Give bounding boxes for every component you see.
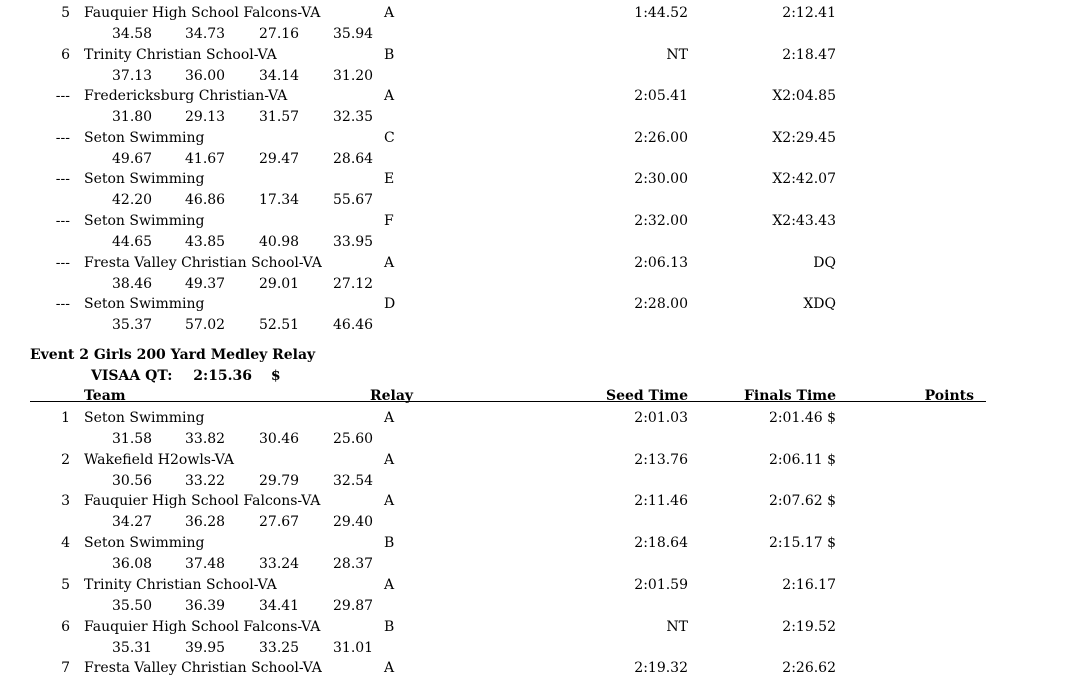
split-time: 17.34 [259,192,300,209]
result-row [0,213,1080,229]
result-row [0,296,1080,312]
split-time: 41.67 [185,150,226,167]
result-row [0,5,1080,21]
row-finals-time: X2:29.45 [772,129,836,146]
row-team: Trinity Christian School-VA [84,576,277,593]
row-seed-time: 2:05.41 [634,88,688,105]
row-team: Fresta Valley Christian School-VA [84,254,322,271]
row-finals-time: 2:18.47 [782,46,836,63]
split-time: 31.20 [333,67,374,84]
qt-label: VISAA QT: [91,368,173,384]
row-relay: A [384,451,395,468]
row-team: Trinity Christian School-VA [84,46,277,63]
split-time: 52.51 [259,317,300,334]
split-time: 34.14 [259,67,300,84]
split-time: 43.85 [185,234,226,250]
row-seed-time: 2:01.03 [634,410,688,426]
split-times [0,514,1080,530]
split-time: 32.35 [333,109,374,126]
row-relay: A [384,576,395,593]
result-row [0,47,1080,63]
row-team: Fresta Valley Christian School-VA [84,660,322,676]
result-row [0,619,1080,635]
row-relay: D [384,296,396,313]
row-seed-time: 2:28.00 [634,296,688,313]
row-finals-time: 2:06.11 $ [768,451,836,468]
row-seed-time: NT [666,46,688,63]
row-finals-time: X2:43.43 [772,213,836,229]
qt-symbol: $ [270,368,281,384]
header-finals-time: Finals Time [743,388,836,404]
event-title: Event 2 Girls 200 Yard Medley Relay [30,347,316,363]
split-time: 29.47 [259,150,300,167]
split-time: 36.39 [185,597,226,614]
split-time: 46.86 [185,192,226,209]
row-relay: A [384,660,395,676]
result-row [0,493,1080,509]
split-time: 29.01 [259,275,300,292]
row-relay: A [384,88,395,105]
row-finals-time: 2:16.17 [782,576,836,593]
row-place: --- [55,254,70,271]
row-relay: B [384,46,395,63]
split-time: 34.41 [259,597,300,614]
split-times [0,276,1080,292]
split-time: 32.54 [333,472,374,489]
row-finals-time: X2:42.07 [772,171,836,188]
row-finals-time: 2:07.62 $ [768,493,836,510]
row-team: Fredericksburg Christian-VA [84,88,288,105]
row-team: Fauquier High School Falcons-VA [84,618,321,635]
row-seed-time: NT [666,618,688,635]
row-finals-time: 2:12.41 [782,5,836,21]
split-time: 42.20 [112,192,153,209]
split-time: 44.65 [112,234,153,250]
row-relay: E [384,171,395,188]
split-time: 29.13 [185,109,226,126]
split-time: 36.00 [185,67,226,84]
split-time: 35.50 [112,597,153,614]
split-times [0,109,1080,125]
split-time: 28.37 [333,556,374,573]
row-relay: F [384,213,394,229]
header-divider [30,401,986,402]
split-time: 33.82 [185,431,226,447]
row-finals-time: 2:26.62 [782,660,836,676]
split-time: 29.87 [333,597,374,614]
row-team: Seton Swimming [84,535,205,552]
row-place: 6 [61,46,70,63]
result-row [0,452,1080,468]
row-place: --- [55,296,70,313]
split-time: 57.02 [185,317,226,334]
row-place: 6 [61,618,70,635]
row-seed-time: 2:26.00 [634,129,688,146]
row-place: 2 [61,451,70,468]
row-finals-time: 2:15.17 $ [768,535,836,552]
row-team: Seton Swimming [84,129,205,146]
split-times [0,317,1080,333]
split-time: 27.67 [259,514,300,531]
row-seed-time: 2:19.32 [634,660,688,676]
row-relay: B [384,535,395,552]
row-team: Seton Swimming [84,296,205,313]
result-row [0,535,1080,551]
split-time: 31.80 [112,109,153,126]
row-team: Seton Swimming [84,171,205,188]
split-time: 35.37 [112,317,153,334]
row-seed-time: 2:11.46 [634,493,688,510]
row-team: Fauquier High School Falcons-VA [84,493,321,510]
row-place: 3 [61,493,70,510]
row-place: --- [55,171,70,188]
split-times [0,640,1080,656]
row-finals-time: 2:01.46 $ [768,410,836,426]
result-row [0,255,1080,271]
row-place: --- [55,88,70,105]
split-times [0,151,1080,167]
header-seed-time: Seed Time [605,388,688,404]
split-time: 33.95 [333,234,374,250]
row-relay: B [384,618,395,635]
row-relay: A [384,493,395,510]
row-place: 5 [61,576,70,593]
row-place: 5 [61,5,70,21]
row-relay: C [384,129,395,146]
result-row [0,660,1080,676]
split-times [0,598,1080,614]
row-finals-time: DQ [813,254,836,271]
row-place: --- [55,213,70,229]
split-times [0,431,1080,447]
row-finals-time: XDQ [803,296,836,313]
row-seed-time: 2:18.64 [634,535,688,552]
split-times [0,556,1080,572]
row-place: 4 [61,535,70,552]
split-time: 28.64 [333,150,374,167]
split-time: 27.16 [259,26,300,42]
row-relay: A [384,410,395,426]
qualifying-time-line [91,368,281,384]
row-seed-time: 2:01.59 [634,576,688,593]
row-seed-time: 2:30.00 [634,171,688,188]
split-time: 30.56 [112,472,153,489]
split-time: 31.01 [333,639,374,656]
row-relay: A [384,254,395,271]
split-time: 49.67 [112,150,153,167]
split-time: 34.27 [112,514,153,531]
result-row [0,577,1080,593]
header-relay: Relay [370,388,414,404]
header-team: Team [84,388,126,404]
split-time: 55.67 [333,192,374,209]
split-time: 29.79 [259,472,300,489]
split-time: 33.24 [259,556,300,573]
result-row [0,171,1080,187]
split-time: 36.08 [112,556,153,573]
result-row [0,88,1080,104]
row-seed-time: 2:32.00 [634,213,688,229]
row-relay: A [384,5,395,21]
split-time: 33.22 [185,472,226,489]
split-time: 38.46 [112,275,153,292]
qt-time: 2:15.36 [193,368,253,384]
split-times [0,192,1080,208]
split-time: 35.31 [112,639,153,656]
row-seed-time: 1:44.52 [634,5,688,21]
split-time: 33.25 [259,639,300,656]
header-points: Points [924,388,974,404]
row-seed-time: 2:13.76 [634,451,688,468]
row-place: --- [55,129,70,146]
split-time: 34.58 [112,26,153,42]
split-times [0,26,1080,42]
split-times [0,68,1080,84]
split-time: 46.46 [333,317,374,334]
split-time: 40.98 [259,234,300,250]
split-time: 37.48 [185,556,226,573]
split-times [0,234,1080,250]
split-time: 35.94 [333,26,374,42]
split-time: 36.28 [185,514,226,531]
row-finals-time: 2:19.52 [782,618,836,635]
split-time: 34.73 [185,26,226,42]
split-time: 39.95 [185,639,226,656]
split-time: 30.46 [259,431,300,447]
row-team: Seton Swimming [84,410,205,426]
result-row [0,410,1080,426]
row-team: Fauquier High School Falcons-VA [84,5,321,21]
row-place: 7 [61,660,70,676]
row-finals-time: X2:04.85 [772,88,836,105]
split-time: 27.12 [333,275,374,292]
row-seed-time: 2:06.13 [634,254,688,271]
row-team: Wakefield H2owls-VA [84,451,234,468]
split-time: 25.60 [333,431,374,447]
split-time: 49.37 [185,275,226,292]
split-time: 31.57 [259,109,300,126]
row-team: Seton Swimming [84,213,205,229]
result-row [0,130,1080,146]
split-time: 31.58 [112,431,153,447]
row-place: 1 [61,410,70,426]
split-time: 37.13 [112,67,153,84]
split-time: 29.40 [333,514,374,531]
split-times [0,473,1080,489]
